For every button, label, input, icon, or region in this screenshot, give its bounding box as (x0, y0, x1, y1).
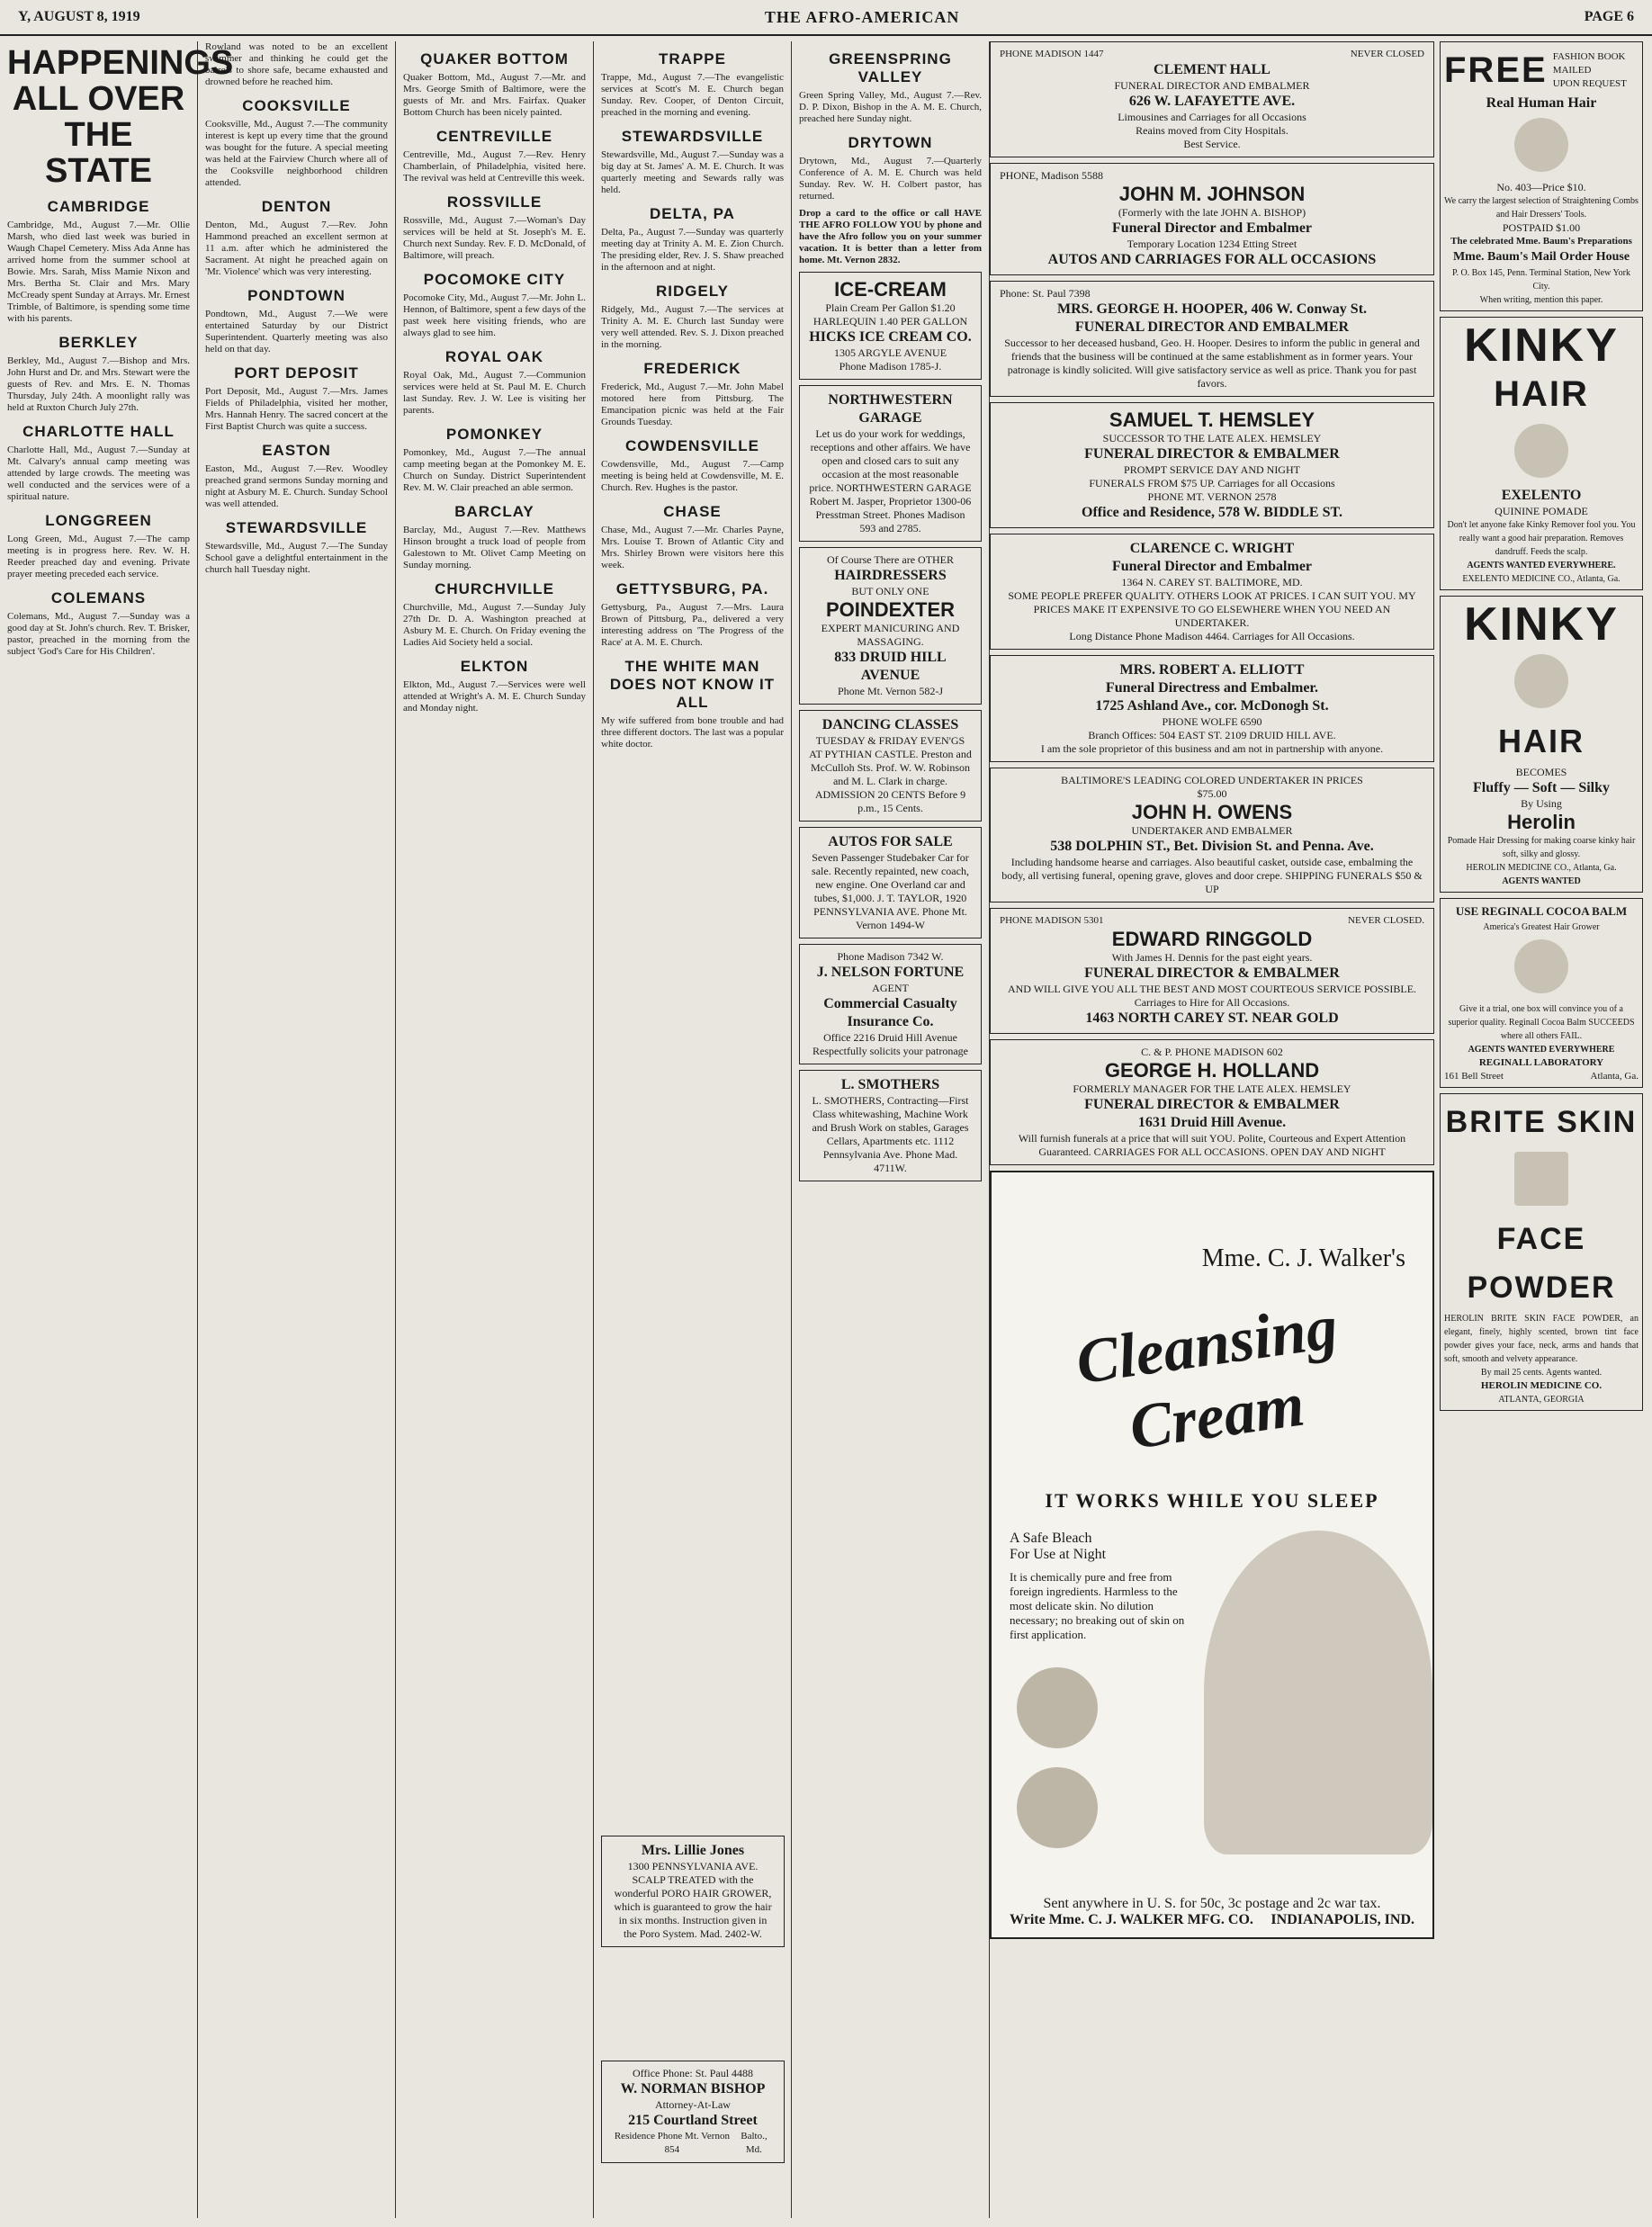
ad-title: MRS. GEORGE H. HOOPER, 406 W. Conway St. (1056, 301, 1368, 317)
article-body: Gettysburg, Pa., August 7.—Mrs. Laura Brown of Pittsburg, Pa., delivered a very interesting address on 'The Progress of the Race' at A. M. E. Church. (601, 602, 784, 648)
article-head: QUAKER BOTTOM (420, 50, 569, 67)
ad-line: Office and Residence, 578 W. BIDDLE ST. (1082, 505, 1342, 520)
article-body: Barclay, Md., August 7.—Rev. Matthews Hinson brought a truck load of people from Galestown to Mt. Olivet Camp Meeting on Sunday morning. (403, 525, 586, 570)
ad-line: EXPERT MANICURING AND MASSAGING. (821, 622, 960, 648)
ad-title: NORTHWESTERN GARAGE (828, 392, 953, 426)
ad-line: For Use at Night (1010, 1547, 1107, 1562)
wright-ad (990, 534, 1434, 650)
ad-line: AGENTS WANTED EVERYWHERE. (1467, 561, 1616, 570)
article-head: COOKSVILLE (242, 97, 351, 114)
article-head: POMONKEY (445, 426, 543, 443)
ad-line: EXELENTO (1501, 488, 1582, 503)
ad-line: Real Human Hair (1486, 95, 1597, 111)
ad-line: INDIANAPOLIS, IND. (1270, 1912, 1414, 1927)
ad-title: FREE (1444, 50, 1548, 90)
ad-line: 538 DOLPHIN ST., Bet. Division St. and Penna. Ave. (1050, 839, 1374, 854)
ad-line: Phone Mt. Vernon 582-J (837, 685, 944, 697)
article-body: Drytown, Md., August 7.—Quarterly Conference of A. M. E. Church was held Sunday. Rev. W. H. Colbert pastor, has returned. (799, 156, 982, 202)
ad-line: Respectfully solicits your patronage (813, 1045, 968, 1057)
ad-phone: PHONE, Madison 5588 (1000, 169, 1104, 182)
article-head: STEWARDSVILLE (621, 128, 764, 145)
ad-phone: PHONE MADISON 1447 (1000, 49, 1104, 59)
ad-title: USE REGINALL COCOA BALM (1455, 904, 1628, 918)
ad-body: Let us do your work for weddings, receptions and other affairs. We have open and closed cars to suit any occasion at the most reasonable price. NORTHWESTERN GARAGE Robert M. Jasper, Proprietor 1300-06 Presstman Street. Phones Madison 593 and 2785. (809, 427, 972, 534)
ad-title: L. SMOTHERS (840, 1077, 940, 1092)
ad-line: FUNERAL DIRECTOR & EMBALMER (1084, 446, 1340, 462)
article-head: LONGGREEN (45, 512, 152, 529)
ad-line: Temporary Location 1234 Etting Street (1127, 238, 1297, 250)
issue-date: Y, AUGUST 8, 1919 (18, 9, 140, 24)
ad-brand: Mme. C. J. Walker's (1201, 1244, 1405, 1272)
ad-tagline: IT WORKS WHILE YOU SLEEP (1045, 1489, 1379, 1512)
dancing-ad (799, 710, 982, 822)
ad-line: 626 W. LAFAYETTE AVE. (1128, 94, 1296, 109)
article-head: COLEMANS (50, 589, 147, 606)
ad-address-row (1444, 1070, 1639, 1083)
ad-title: SKIN (1557, 1105, 1638, 1139)
article-body: My wife suffered from bone trouble and had three different doctors. The last was a popular white doctor. (601, 715, 784, 750)
hemsley-ad (990, 402, 1434, 528)
johnson-ad (990, 163, 1434, 275)
ad-line: AGENTS WANTED (1502, 876, 1581, 886)
article-head: PORT DEPOSIT (234, 364, 359, 382)
article-body: Elkton, Md., August 7.—Services were well attended at Wright's A. M. E. Church Sunday and Monday night. (403, 679, 586, 714)
article-head: CAMBRIDGE (47, 198, 150, 215)
article-head: THE WHITE MAN DOES NOT KNOW IT ALL (609, 658, 776, 711)
ad-title: A Safe Bleach (1010, 1531, 1092, 1546)
article-head: RIDGELY (655, 283, 729, 300)
ad-line: MAILED (1552, 64, 1592, 76)
ad-line: P. O. Box 145, Penn. Terminal Station, New York City. (1451, 268, 1630, 292)
ad-line: Best Service. (1183, 138, 1241, 150)
ad-line: HARLEQUIN 1.40 PER GALLON (813, 315, 968, 328)
ad-title: SAMUEL T. HEMSLEY (1109, 409, 1315, 431)
ad-line: 161 Bell Street (1444, 1071, 1504, 1082)
ad-phone-row (1000, 914, 1424, 928)
ad-line: FUNERAL DIRECTOR AND EMBALMER (1074, 319, 1350, 335)
ad-phone-row (1000, 48, 1424, 61)
ad-line: 1305 ARGYLE AVENUE (833, 346, 947, 359)
article-body: Frederick, Md., August 7.—Mr. John Mabel motored here from Pittsburg. The Emancipation picnic was held at the Fair Grounds Tuesday. (601, 382, 784, 427)
article-body: Long Green, Md., August 7.—The camp meeting is in progress here. Rev. W. H. Reeder preached day and evening. Private prayer meeting preceded each service. (7, 534, 190, 579)
article-body: Denton, Md., August 7.—Rev. John Hammond preached an excellent sermon at 11 a.m. after which he administered the Sacrament. At night he preached again on 'Mr. Violence' which was very interesting. (205, 220, 388, 277)
masthead (0, 0, 1652, 36)
ad-price: $75.00 (1197, 787, 1227, 800)
ad-line: By mail 25 cents. Agents wanted. (1480, 1368, 1603, 1378)
ad-line: FORMERLY MANAGER FOR THE LATE ALEX. HEMSLEY (1073, 1082, 1351, 1095)
ad-line: POSTPAID $1.00 (1502, 221, 1581, 234)
holland-ad (990, 1039, 1434, 1165)
ad-line: AGENTS WANTED EVERYWHERE (1468, 1045, 1615, 1055)
lillie-jones-ad (601, 1836, 785, 1947)
section-headline: HAPPENINGS ALL OVER THE STATE (7, 44, 234, 190)
cocoa-balm-ad (1440, 898, 1643, 1088)
ad-line: (Formerly with the late JOHN A. BISHOP) (1118, 206, 1306, 219)
article-body: Pondtown, Md., August 7.—We were entertained Saturday by our District Superintendent. Quarterly meeting was also held on that day. (205, 309, 388, 355)
ad-line: When writing, mention this paper. (1479, 295, 1603, 305)
ice-cream-ad (799, 272, 982, 380)
ad-line: HAIRDRESSERS (834, 568, 947, 583)
ad-line: 1364 N. CAREY ST. BALTIMORE, MD. (1121, 576, 1303, 588)
ad-line: America's Greatest Hair Grower (1483, 922, 1600, 932)
ad-body: SCALP TREATED with the wonderful PORO HAIR GROWER, which is guaranteed to grow the hair in six months. Instruction given in the Poro System. Mad. 2402-W. (614, 1873, 772, 1940)
clement-hall-ad (990, 41, 1434, 157)
ad-line: Plain Cream Per Gallon $1.20 (825, 301, 956, 314)
ad-line: 1631 Druid Hill Avenue. (1137, 1115, 1287, 1130)
article-body: Royal Oak, Md., August 7.—Communion services were held at St. Paul M. E. Church last Sunday. Rev. J. W. Lee is visiting her parents. (403, 370, 586, 416)
ad-line: UPON REQUEST (1552, 77, 1627, 89)
article-body: Easton, Md., August 7.—Rev. Woodley preached grand sermons Sunday morning and night at Asbury M. E. Church. Sunday School was well attended. (205, 463, 388, 509)
article-head: CHASE (663, 503, 722, 520)
owens-ad (990, 768, 1434, 902)
ad-line: Office 2216 Druid Hill Avenue (823, 1031, 957, 1044)
ad-line: PHONE MT. VERNON 2578 (1147, 490, 1277, 503)
ad-title: MRS. ROBERT A. ELLIOTT (1119, 662, 1305, 678)
article-head: COWDENSVILLE (625, 437, 759, 454)
column-3 (396, 41, 594, 2218)
ad-line: Funeral Directress and Embalmer. (1105, 680, 1319, 696)
ad-line: Sent anywhere in U. S. for 50c, 3c postage and 2c war tax. (1043, 1896, 1381, 1911)
ad-line: No. 403—Price $10. (1496, 181, 1586, 193)
ad-phone: Phone: St. Paul 7398 (1000, 287, 1091, 300)
article-head: GETTYSBURG, PA. (615, 580, 769, 597)
ad-line: With James H. Dennis for the past eight years. (1111, 951, 1313, 964)
cream-jar-icon (1017, 1667, 1098, 1748)
ad-line: Attorney-At-Law (655, 2098, 731, 2111)
ad-line: QUININE POMADE (1495, 505, 1588, 517)
paper-title: THE AFRO-AMERICAN (764, 7, 960, 26)
ad-title: POWDER (1467, 1271, 1616, 1305)
ad-line: HEROLIN MEDICINE CO., Atlanta, Ga. (1466, 863, 1617, 873)
ad-line: Of Course There are OTHER (826, 553, 955, 566)
smothers-ad (799, 1070, 982, 1181)
right-ads-column (1440, 41, 1643, 2218)
ad-line: Commercial Casualty Insurance Co. (823, 996, 957, 1029)
ad-line: FUNERALS FROM $75 UP. Carriages for all Occasions (1089, 477, 1335, 489)
fashion-book-ad (1440, 41, 1643, 311)
article-body: Churchville, Md., August 7.—Sunday July 27th Dr. D. A. Washington preached at Asbury M. E. Church. On Friday evening the Ladies Aid Society held a social. (403, 602, 586, 648)
article-head: CHARLOTTE HALL (22, 423, 175, 440)
article-body: Cowdensville, Md., August 7.—Camp meeting is being held at Cowdensville, M. E. Church. Rev. Hughes is the pastor. (601, 459, 784, 493)
ad-line: 1725 Ashland Ave., cor. McDonogh St. (1095, 698, 1329, 714)
ad-body: Successor to her deceased husband, Geo. H. Hooper. Desires to inform the public in general and friends that the business will be continued at the same establishment as in former years. Your patronage is kindly solicited. Will give satisfactory service as well as price. Thank you for past favors. (1004, 337, 1420, 390)
ad-line: BECOMES (1515, 766, 1567, 778)
ad-line: FUNERAL DIRECTOR AND EMBALMER (1114, 79, 1310, 92)
woman-portrait-icon (1514, 424, 1568, 478)
ad-phone-row (611, 2130, 775, 2157)
ad-line: Mme. Baum's Mail Order House (1452, 250, 1630, 264)
article-body: Rossville, Md., August 7.—Woman's Day services will be held at St. Joseph's M. E. Church next Sunday. Rev. F. D. McDonald, of Baltimore, will preach. (403, 215, 587, 261)
article-head: STEWARDSVILLE (225, 519, 368, 536)
ad-body: It is chemically pure and free from foreign ingredients. Harmless to the most delicate skin. No dilution necessary; no breaking out of skin on first application. (1010, 1570, 1185, 1641)
walker-cleansing-cream-ad (990, 1171, 1434, 1939)
ad-line: Funeral Director and Embalmer (1111, 559, 1313, 574)
article-body: Quaker Bottom, Md., August 7.—Mr. and Mrs. George Smith of Baltimore, were the guests of Mr. and Mrs. Fairfax. Quaker Bottom Church has been nicely painted. (403, 72, 586, 118)
ad-title: JOHN H. OWENS (1131, 801, 1293, 823)
article-body: Green Spring Valley, Md., August 7.—Rev. D. P. Dixon, Bishop in the A. M. E. Church, preached here Sunday night. (799, 90, 982, 124)
ad-line: REGINALL LABORATORY (1478, 1057, 1604, 1068)
ad-body: Will furnish funerals at a price that will suit YOU. Polite, Courteous and Expert Attention Guaranteed. CARRIAGES FOR ALL OCCASIONS. OPEN DAY AND NIGHT (1018, 1132, 1406, 1158)
ad-phone: Office Phone: St. Paul 4488 (632, 2067, 754, 2079)
ad-body: SOME PEOPLE PREFER QUALITY. OTHERS LOOK AT PRICES. I CAN SUIT YOU. MY PRICES MAKE IT EXPENSIVE TO GO ELSEWHERE WHEN YOU NEED AN UNDERTAKER. (1008, 589, 1416, 629)
article-head: TRAPPE (659, 50, 726, 67)
article-head: EASTON (262, 442, 331, 459)
article-body: Rowland was noted to be an excellent swimmer and thinking he could get the barrels to shore safe, became exhausted and drowned before he reached him. (205, 41, 388, 87)
article-body: Centreville, Md., August 7.—Rev. Henry Chamberlain, of Philadelphia, visited here. The revival was held at Centreville this week. (403, 149, 586, 184)
article-body: Berkley, Md., August 7.—Bishop and Mrs. John Hurst and Dr. and Mrs. Stewart were the guests of Rev. and Mrs. E. N. Thomas Thursday, July 24th. A moonlight rally was held at Ruxton Church July 27th. (7, 355, 190, 413)
ad-title: J. NELSON FORTUNE (816, 965, 965, 980)
ad-line: FASHION BOOK (1552, 50, 1626, 62)
kinky-hair-herolin-ad: KINKY HAIR BECOMES Fluffy — Soft — Silky By Using Herolin Pomade Hair Dressing for making coarse kinky hair soft, silky and glossy. HEROLIN MEDICINE CO., Atlanta, Ga. AGENTS WANTED (1440, 596, 1643, 893)
garage-ad (799, 385, 982, 542)
ad-line: ATLANTA, GEORGIA (1498, 1395, 1585, 1405)
ad-title: AUTOS FOR SALE (828, 834, 953, 849)
article-body: Cooksville, Md., August 7.—The community interest is kept up every time that the ground was bought for the future. A special meeting was held at the Fairview Church where all of the Cooksville neighborhood children attended. (205, 119, 388, 188)
ad-line: 833 DRUID HILL AVENUE (834, 650, 947, 683)
ringgold-ad (990, 908, 1434, 1034)
ad-line: Balto., Md. (741, 2131, 768, 2155)
ad-title: KINKY (1464, 598, 1619, 651)
article-head: FREDERICK (643, 360, 741, 377)
ad-line: HEROLIN MEDICINE CO. (1480, 1380, 1603, 1391)
page-number: PAGE 6 (1584, 9, 1634, 24)
ad-title: Mrs. Lillie Jones (641, 1843, 745, 1858)
ad-line: The celebrated Mme. Baum's Preparations (1450, 236, 1632, 247)
ad-body: Don't let anyone fake Kinky Remover fool you. You really want a good hair preparation. Removes dandruff. Feeds the scalp. (1447, 520, 1636, 557)
ad-line: AUTOS AND CARRIAGES FOR ALL OCCASIONS (1047, 252, 1377, 267)
ad-title: GEORGE H. HOLLAND (1104, 1059, 1320, 1082)
ad-body: Including handsome hearse and carriages. Also beautiful casket, outside case, embalming the body, all vertising funeral, opening grave, gloves and door crepe. SHIPPING FUNERALS $50 & UP (1001, 856, 1423, 895)
subscription-notice: Drop a card to the office or call HAVE THE AFRO FOLLOW YOU by phone and have the Afro follow you on your summer vacation. It is better than a letter from home. Mt. Vernon 2832. (799, 208, 982, 265)
kinky-hair-exelento-ad (1440, 317, 1643, 590)
ad-line: UNDERTAKER AND EMBALMER (1131, 824, 1293, 837)
ad-line: FUNERAL DIRECTOR & EMBALMER (1084, 965, 1340, 981)
ad-body: HEROLIN BRITE SKIN FACE POWDER, an elegant, finely, highly scented, brown tint face powder gives your face, neck, arms and hands that soft, smooth and velvety appearance. (1444, 1314, 1639, 1364)
article-head: ROYAL OAK (444, 348, 544, 365)
ad-phone: Long Distance Phone Madison 4464. Carriages for All Occasions. (1069, 630, 1355, 642)
column-1 (0, 41, 234, 2218)
woman-portrait-icon (1514, 654, 1568, 708)
ad-body: Pomade Hair Dressing for making coarse kinky hair soft, silky and glossy. (1447, 836, 1636, 859)
ad-title: FACE (1496, 1222, 1586, 1256)
ads-block (990, 41, 1434, 2218)
ad-line: Funeral Director and Embalmer (1111, 220, 1313, 236)
ad-line: Soft (1531, 780, 1558, 795)
ad-line: Silky (1578, 780, 1611, 795)
ad-phone: PHONE WOLFE 6590 (1162, 715, 1262, 728)
article-body: Delta, Pa., August 7.—Sunday was quarterly meeting day at Trinity A. M. E. Zion Church. The presiding elder, Rev. J. S. Shaw preached in the afternoon and at night. (601, 227, 784, 273)
ad-line: PROMPT SERVICE DAY AND NIGHT (1124, 463, 1300, 476)
article-head: ELKTON (460, 658, 529, 675)
article-head: GREENSPRING VALLEY (829, 50, 952, 85)
article-head: ROSSVILLE (446, 193, 543, 211)
ad-body: I am the sole proprietor of this business and am not in partnership with anyone. (1040, 742, 1384, 755)
woman-portrait-icon (1204, 1531, 1432, 1854)
article-body: Pomonkey, Md., August 7.—The annual camp meeting began at the Pomonkey M. E. Church on Sunday. District Superintendent Rev. M. W. Clair preached an able sermon. (403, 447, 586, 493)
bishop-ad (601, 2061, 785, 2163)
article-body: Stewardsville, Md., August 7.—The Sunday School gave a delightful entertainment in the church hall Tuesday night. (205, 541, 388, 575)
ad-line: Phone Madison 1785-J. (839, 360, 942, 373)
article-body: Charlotte Hall, Md., August 7.—Sunday at Mt. Calvary's annual camp meeting was attended by large crowds. The meeting was well conducted and the services were of a spiritual nature. (7, 445, 190, 502)
ad-body: L. SMOTHERS, Contracting—First Class whitewashing, Machine Work and Brush Work on stables, Garages Cellars, Apartments etc. 1112 Pennsylvania Ave. Phone Mad. 4711W. (812, 1094, 969, 1174)
ad-title: DANCING CLASSES (822, 717, 959, 732)
article-body: Chase, Md., August 7.—Mr. Charles Payne, Mrs. Louise T. Brown of Atlantic City and Mrs. Shirley Brown were visitors here this week. (601, 525, 784, 570)
ad-title: EDWARD RINGGOLD (1111, 928, 1313, 950)
ad-title: W. NORMAN BISHOP (620, 2081, 766, 2097)
article-head: PONDTOWN (247, 287, 346, 304)
ad-title: HAIR (1498, 723, 1585, 759)
article-body: Ridgely, Md., August 7.—The services at Trinity A. M. E. Church last Sunday were very well attended. Rev. S. J. Dixon preached in the morning. (601, 304, 784, 350)
hooper-ad (990, 281, 1434, 397)
article-body: Cambridge, Md., August 7.—Mr. Ollie Marsh, who died last week was buried in Waugh Chapel Cemetery. Miss Ada Anne has arrived home from the summer school at Bowie. Mrs. Sarah, Miss Mamie Nixon and Mrs. Bertha St. Clair and Mrs. Mary McCready spent Sunday at Arrays. Mr. Ernest Trimble, of Baltimore, is spending some time with his parents. (7, 220, 190, 324)
article-body: Pocomoke City, Md., August 7.—Mr. John L. Hennon, of Baltimore, spent a few days of the past week here visiting friends, who are always glad to see him. (403, 292, 586, 338)
hair-model-icon (1514, 118, 1568, 172)
ad-line: SUCCESSOR TO THE LATE ALEX. HEMSLEY (1102, 432, 1322, 445)
ad-note: NEVER CLOSED. (1348, 915, 1424, 926)
column-2 (198, 41, 396, 2218)
ad-line: BALTIMORE'S LEADING COLORED UNDERTAKER IN PRICES (1061, 774, 1363, 786)
ad-line: BUT ONLY ONE (851, 585, 929, 597)
ad-line: Reains moved from City Hospitals. (1136, 124, 1288, 137)
brite-skin-ad (1440, 1093, 1643, 1411)
article-head: DENTON (261, 198, 332, 215)
woman-portrait-icon (1514, 939, 1568, 993)
ad-phone: C. & P. PHONE MADISON 602 (1141, 1046, 1283, 1058)
ad-body: Seven Passenger Studebaker Car for sale. Recently repainted, new coach, new engine. One Overland car and tubes, $1,000. J. T. TAYLOR, 1920 PENNSYLVANIA AVE. Phone Mt. Vernon 1494-W (812, 851, 969, 931)
ad-phone: Residence Phone Mt. Vernon 854 (614, 2131, 730, 2155)
ad-line: AGENT (872, 982, 909, 994)
ad-line: 1300 PENNSYLVANIA AVE. (627, 1860, 759, 1872)
article-body: Stewardsville, Md., August 7.—Sunday was a big day at St. James' A. M. E. Church. It was quarterly meeting and Sewards rally was held. (601, 149, 784, 195)
cream-jar-icon (1017, 1767, 1098, 1848)
ad-line: Atlanta, Ga. (1590, 1071, 1639, 1082)
article-head: BARCLAY (454, 503, 534, 520)
article-head: DELTA, PA (650, 205, 735, 222)
autos-ad (799, 827, 982, 938)
article-head: DRYTOWN (848, 134, 933, 151)
ad-phone: PHONE MADISON 5301 (1000, 915, 1104, 926)
ad-product: Cleansing Cream (1072, 1292, 1342, 1463)
ad-line: EXELENTO MEDICINE CO., Atlanta, Ga. (1462, 574, 1621, 584)
ad-line: Fluffy (1472, 780, 1511, 795)
ad-product: Herolin (1507, 811, 1576, 833)
column-5 (792, 41, 990, 2218)
article-head: CHURCHVILLE (435, 580, 554, 597)
ad-line: Phone Madison 7342 W. (837, 950, 944, 963)
ad-title: POINDEXTER (825, 598, 956, 621)
ad-line: By Using (1521, 797, 1562, 810)
ad-note: NEVER CLOSED (1350, 49, 1424, 59)
ad-line: AND WILL GIVE YOU ALL THE BEST AND MOST COURTEOUS SERVICE POSSIBLE. Carriages to Hire for All Occasions. (1007, 983, 1417, 1009)
ad-line: Write Mme. C. J. WALKER MFG. CO. (1010, 1912, 1253, 1927)
ad-title: CLARENCE C. WRIGHT (1129, 541, 1295, 556)
elliott-ad (990, 655, 1434, 762)
fortune-ad (799, 944, 982, 1064)
powder-box-icon (1514, 1152, 1568, 1206)
ad-line: Branch Offices: 504 EAST ST. 2109 DRUID HILL AVE. (1088, 729, 1336, 741)
poindexter-ad (799, 547, 982, 705)
article-body: Trappe, Md., August 7.—The evangelistic services at Scott's M. E. Church began Sunday. Rev. Cooper, of Denton Circuit, preached in the morning and evening. (601, 72, 784, 118)
ad-title: CLEMENT HALL (1154, 62, 1270, 77)
ad-title: JOHN M. JOHNSON (1118, 183, 1306, 205)
ad-line: 215 Courtland Street (628, 2113, 758, 2128)
ad-title: HAIR (1494, 374, 1589, 414)
ad-line: 1463 NORTH CAREY ST. NEAR GOLD (1085, 1010, 1339, 1026)
ad-line: HICKS ICE CREAM CO. (809, 329, 972, 345)
ad-line: We carry the largest selection of Straightening Combs and Hair Dressers' Tools. (1444, 196, 1639, 220)
article-body: Port Deposit, Md., August 7.—Mrs. James Fields of Philadelphia, visited her mother, Mrs. Hannah Henry. The sacred concert at the First Baptist Church was quite a success. (205, 386, 388, 432)
ad-body: Give it a trial, one box will convince you of a superior quality. Reginall Cocoa Balm SUCCEEDS where all others FAIL. (1448, 1004, 1635, 1041)
ad-title: KINKY (1464, 319, 1619, 372)
ad-line: FUNERAL DIRECTOR & EMBALMER (1084, 1097, 1340, 1112)
ad-line: Limousines and Carriages for all Occasions (1118, 111, 1306, 123)
article-head: BERKLEY (58, 334, 139, 351)
article-head: CENTREVILLE (435, 128, 553, 145)
ad-body: TUESDAY & FRIDAY EVEN'GS AT PYTHIAN CASTLE. Preston and McCulloh Sts. Prof. W. W. Robinson and M. L. Clark in charge. ADMISSION 20 CENTS Before 9 p.m., 15 Cents. (809, 734, 972, 814)
ad-title: ICE-CREAM (834, 278, 947, 301)
article-body: Colemans, Md., August 7.—Sunday was a good day at St. John's church. Rev. T. Brisker, pastor, preached in the morning from the subject 'God's Care for His Children'. (7, 611, 190, 657)
article-head: POCOMOKE CITY (423, 271, 566, 288)
ad-title: BRITE (1445, 1105, 1547, 1139)
